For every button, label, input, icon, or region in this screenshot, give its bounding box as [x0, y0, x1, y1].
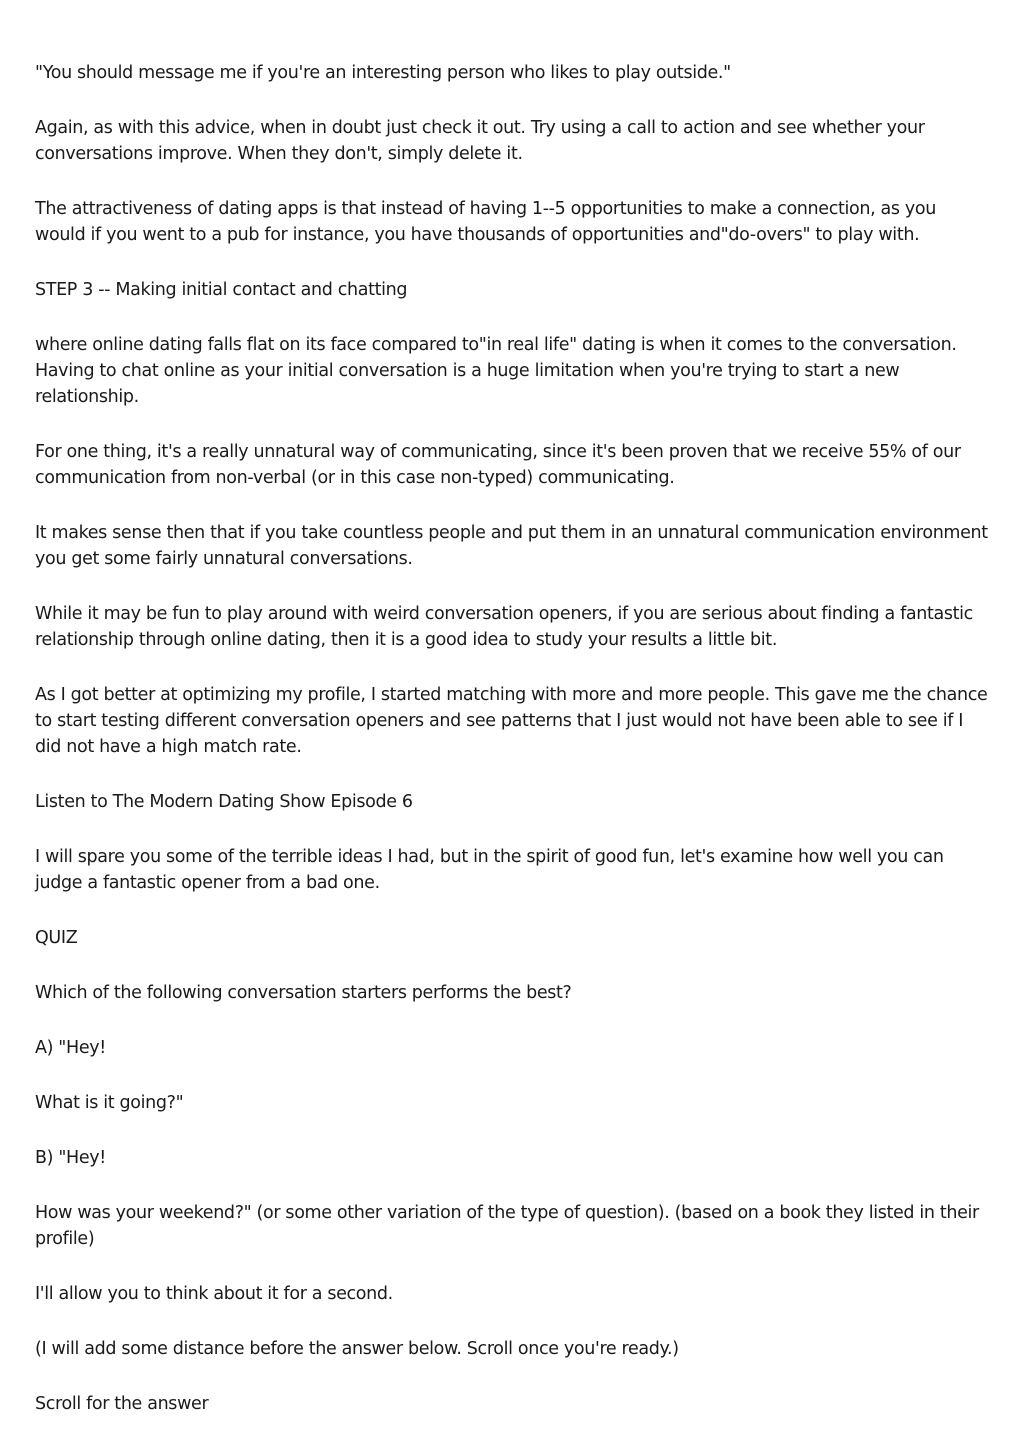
- paragraph-unnatural-environment: It makes sense then that if you take countless people and put them in an unnatural communication environment you get some fairly unnatural conversations.: [35, 523, 988, 569]
- quiz-option-a-line-1: A) "Hey!: [35, 1038, 106, 1058]
- quiz-question: Which of the following conversation starters performs the best?: [35, 983, 572, 1003]
- paragraph-podcast-link: Listen to The Modern Dating Show Episode 6: [35, 792, 413, 812]
- paragraph-optimizing-profile: As I got better at optimizing my profile, I started matching with more and more people. This gave me the chance to start testing different conversation openers and see patterns that I just would not have been able to see if I did not have a high match rate.: [35, 685, 988, 757]
- quiz-option-b-line-2: How was your weekend?" (or some other variation of the type of question). (based on a book they listed in their profile): [35, 1203, 979, 1249]
- section-heading-step-3: STEP 3 -- Making initial contact and chatting: [35, 280, 408, 300]
- paragraph-call-to-action: Again, as with this advice, when in doubt just check it out. Try using a call to action and see whether your conversations improve. When they don't, simply delete it.: [35, 118, 925, 164]
- paragraph-dating-apps: The attractiveness of dating apps is that instead of having 1--5 opportunities to make a connection, as you would if you went to a pub for instance, you have thousands of opportunities and"do-overs" to play with.: [35, 199, 936, 245]
- paragraph-scroll-answer: Scroll for the answer: [35, 1394, 209, 1414]
- section-heading-quiz: QUIZ: [35, 928, 78, 948]
- paragraph-online-conversation: where online dating falls flat on its face compared to"in real life" dating is when it comes to the conversation. Having to chat online as your initial conversation is a huge limitation when you're trying to start a new relationship.: [35, 335, 957, 407]
- document-body: [35, 60, 990, 1446]
- paragraph-think: I'll allow you to think about it for a second.: [35, 1284, 393, 1304]
- paragraph-study-results: While it may be fun to play around with weird conversation openers, if you are serious about finding a fantastic relationship through online dating, then it is a good idea to study your results a little bit.: [35, 604, 973, 650]
- quiz-option-a-line-2: What is it going?": [35, 1093, 184, 1113]
- paragraph-non-verbal: For one thing, it's a really unnatural way of communicating, since it's been proven that we receive 55% of our communication from non-verbal (or in this case non-typed) communicating.: [35, 442, 961, 488]
- paragraph-scroll-note: (I will add some distance before the answer below. Scroll once you're ready.): [35, 1339, 679, 1359]
- paragraph-spare-ideas: I will spare you some of the terrible ideas I had, but in the spirit of good fun, let's examine how well you can judge a fantastic opener from a bad one.: [35, 847, 944, 893]
- quiz-option-b-line-1: B) "Hey!: [35, 1148, 106, 1168]
- paragraph-quote-message: "You should message me if you're an interesting person who likes to play outside.": [35, 63, 731, 83]
